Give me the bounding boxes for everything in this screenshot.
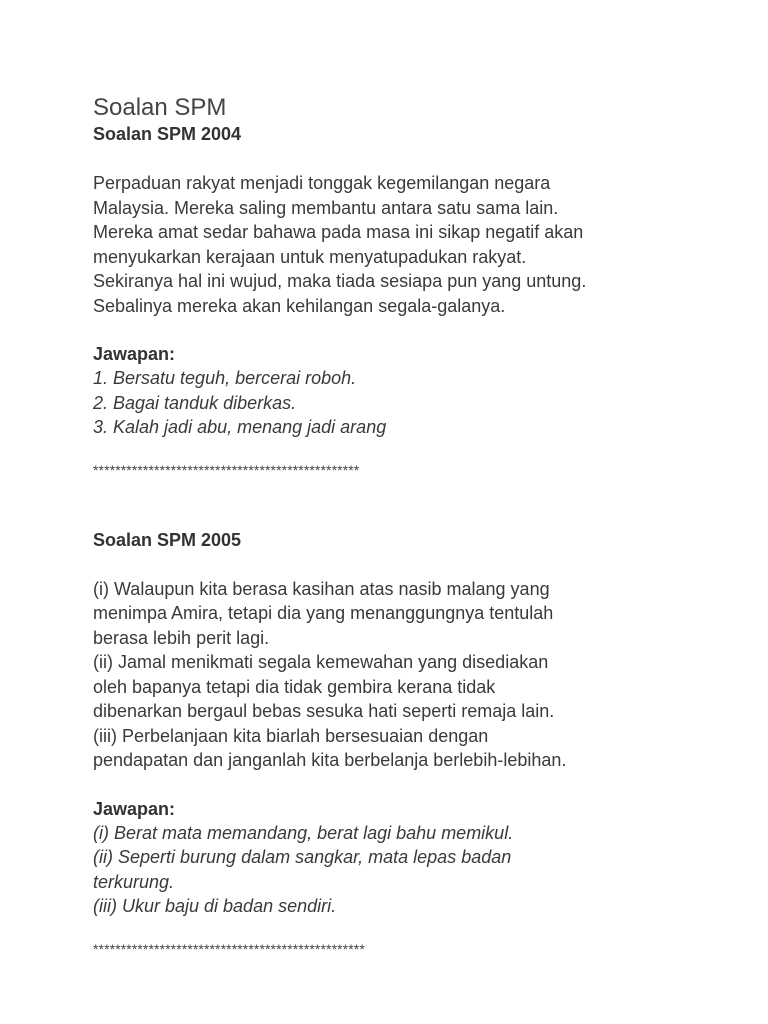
answer-heading: Jawapan: — [93, 798, 176, 819]
question-paragraph — [93, 171, 733, 318]
paragraph-line: berasa lebih perit lagi. — [93, 627, 270, 648]
answer-list — [93, 821, 733, 919]
paragraph-line: pendapatan dan janganlah kita berbelanja berlebih-lebihan. — [93, 750, 567, 770]
answer-line: 2. Bagai tanduk diberkas. — [93, 392, 297, 413]
section-heading: Soalan SPM 2005 — [93, 529, 242, 550]
answer-line: 3. Kalah jadi abu, menang jadi arang — [93, 417, 387, 437]
separator-line: ************************************************* — [93, 940, 365, 957]
paragraph-line: Perpaduan rakyat menjadi tonggak kegemilangan negara — [93, 173, 551, 193]
answer-list — [93, 366, 733, 440]
paragraph-line: menyukarkan kerajaan untuk menyatupadukan rakyat. — [93, 246, 527, 267]
section-heading: Soalan SPM 2004 — [93, 124, 242, 144]
answer-line: (iii) Ukur baju di badan sendiri. — [93, 896, 337, 916]
answer-line: 1. Bersatu teguh, bercerai roboh. — [93, 368, 357, 388]
paragraph-line: oleh bapanya tetapi dia tidak gembira kerana tidak — [93, 676, 496, 697]
section-spm-2004 — [93, 122, 733, 478]
paragraph-line: (i) Walaupun kita berasa kasihan atas nasib malang yang — [93, 578, 550, 599]
paragraph-line: (ii) Jamal menikmati segala kemewahan yang disediakan — [93, 652, 549, 672]
section-spm-2005 — [93, 528, 733, 957]
answer-line: terkurung. — [93, 871, 175, 892]
answer-line: (i) Berat mata memandang, berat lagi bahu memikul. — [93, 822, 514, 843]
paragraph-line: Sekiranya hal ini wujud, maka tiada sesiapa pun yang untung. — [93, 271, 587, 291]
paragraph-line: dibenarkan bergaul bebas sesuka hati seperti remaja lain. — [93, 701, 555, 721]
paragraph-line: Malaysia. Mereka saling membantu antara satu sama lain. — [93, 197, 559, 218]
paragraph-line: menimpa Amira, tetapi dia yang menanggungnya tentulah — [93, 603, 554, 623]
paragraph-line: Mereka amat sedar bahawa pada masa ini sikap negatif akan — [93, 222, 584, 242]
document-title: Soalan SPM — [93, 94, 227, 121]
paragraph-line: Sebalinya mereka akan kehilangan segala-galanya. — [93, 295, 506, 316]
paragraph-line: (iii) Perbelanjaan kita biarlah bersesuaian dengan — [93, 725, 489, 746]
document-page — [93, 94, 733, 957]
question-paragraph — [93, 577, 733, 773]
separator-line: ************************************************ — [93, 461, 360, 478]
answer-line: (ii) Seperti burung dalam sangkar, mata lepas badan — [93, 847, 512, 867]
answer-heading: Jawapan: — [93, 344, 176, 364]
